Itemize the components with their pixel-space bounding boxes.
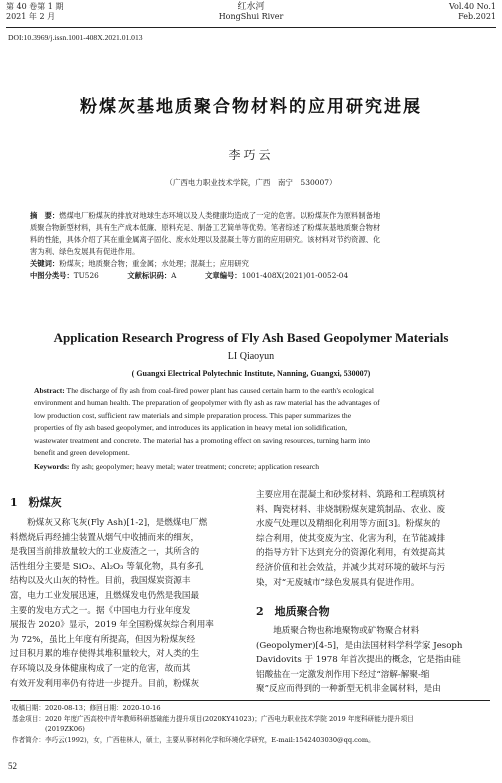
- body-line: 为 72%，虽比上年度有所提高，但因为粉煤灰经: [10, 634, 196, 645]
- footnote-funding: 基金项目：2020 年度广西高校中青年教师科研基础能力提升项目(2020KY41023)；广西电力职业技术学院 2019 年度科研能力提升项目: [12, 714, 414, 723]
- body-line: 富，电力工业发展迅速，且燃煤发电仍然是我国最: [10, 590, 200, 601]
- body-line: 染，对“无废城市”绿色发展具有促进作用。: [256, 577, 420, 588]
- classification-line: [30, 270, 478, 282]
- page-title-cn: 粉煤灰基地质聚合物材料的应用研究进展: [80, 97, 422, 117]
- footnote-author: 作者简介：李巧云(1992)，女，广西桂林人，硕士，主要从事材料化学和环境化学研究，E-mail:1542403030@qq.com。: [12, 735, 375, 744]
- body-line: 主要的发电方式之一。据《中国电力行业年度发: [10, 605, 191, 616]
- right-column-body: [256, 488, 492, 590]
- affiliation-en: ( Guangxi Electrical Polytechnic Institute, Nanning, Guangxi, 530007): [131, 369, 371, 378]
- section-1-body: [10, 516, 246, 691]
- page-title-en: Application Research Progress of Fly Ash Based Geopolymer Materials: [53, 330, 449, 345]
- footnote-funding-cont: (2019ZK06): [12, 725, 85, 733]
- doc-code-value: A: [171, 271, 177, 280]
- abstract-en-line: The discharge of fly ash from coal-fired power plant has caused certain harm to the earth's ecological: [64, 386, 374, 395]
- keywords-en: fly ash; geopolymer; heavy metal; water treatment; concrete; application research: [69, 462, 320, 472]
- body-line: 活性组分主要是 SiO₂、Al₂O₃ 等氧化物，具有多孔: [10, 561, 204, 572]
- volume-en: Vol.40 No.1: [449, 2, 496, 11]
- body-line: 展报告 2020》显示，2019 年全国粉煤灰综合利用率: [10, 620, 214, 631]
- header-center: [0, 2, 502, 22]
- body-line: 粉煤灰又称飞灰(Fly Ash)[1-2]，是燃煤电厂燃: [10, 518, 208, 528]
- author-en: LI Qiaoyun: [227, 351, 275, 362]
- abstract-en-line: low production cost, sufficient raw materials and simple preparation process. This paper summarizes the: [34, 410, 352, 420]
- abstract-cn-line: 质聚合物新型材料，具有生产成本低廉、原料充足、制备工艺简单等优势。笔者综述了粉煤灰基地质聚合物材: [30, 223, 381, 232]
- abstract-cn-line: 料的性能，具体介绍了其在重金属离子固化、废水处理以及混凝土等方面的应用研究。该材料对节约资源、化: [30, 235, 381, 244]
- abstract-en-line: environment and human health. The preparation of geopolymer with fly ash as raw material has the advantages of: [34, 398, 380, 408]
- date-cn: 2021 年 2 月: [6, 12, 56, 21]
- abstract-cn-line: 燃煤电厂粉煤灰的排放对地球生态环境以及人类健康均造成了一定的危害。以粉煤灰作为原料制备地: [59, 211, 381, 220]
- article-number-label: 文章编号：: [205, 271, 242, 280]
- clc-label: 中图分类号：: [30, 271, 74, 280]
- body-line: 结构以及火山灰的特性。目前，我国煤炭资源丰: [10, 576, 191, 587]
- footnote-rule: [10, 700, 490, 701]
- date-en: Feb.2021: [458, 12, 496, 21]
- body-line: Davidovits 于 1978 年首次提出的概念，它是指由硅: [256, 655, 461, 666]
- header-right: [449, 2, 496, 22]
- body-line: 综合利用，使其变废为宝、化害为利，在节能减排: [256, 533, 446, 544]
- body-line: 的指导方针下达到充分的资源化利用，有效提高其: [256, 548, 446, 559]
- section-2-body: [256, 624, 492, 697]
- journal-cn: 红水河: [237, 2, 265, 12]
- doi: DOI:10.3969/j.issn.1001-408X.2021.01.013: [8, 33, 143, 42]
- body-line: 经济价值和社会效益，并减少其对环境的破坏与污: [256, 562, 446, 573]
- abstract-en: [34, 385, 472, 474]
- keywords-en-label: Keywords:: [34, 462, 70, 472]
- footnotes: [12, 703, 492, 745]
- body-line: 料、陶瓷材料、非烧制粉煤灰建筑制品、农业、废: [256, 504, 446, 515]
- body-line: 存环境以及身体健康构成了一定的危害，故而其: [10, 663, 191, 674]
- clc-value: TU526: [73, 271, 99, 280]
- abstract-cn-line: 害为利、绿色发展具有促进作用。: [30, 247, 140, 256]
- keywords-cn-label: 关键词：: [30, 259, 60, 268]
- abstract-en-label: Abstract:: [34, 386, 65, 395]
- abstract-en-line: benefit and green development.: [34, 448, 130, 458]
- keywords-cn: 粉煤灰；地质聚合物；重金属；水处理；混凝土；应用研究: [59, 259, 249, 268]
- volume-cn: 第 40 卷第 1 期: [6, 2, 64, 11]
- body-line: 是我国当前排放量较大的工业废渣之一，其所含的: [10, 547, 200, 558]
- body-line: 有效开发利用率仍有待进一步提升。目前，粉煤灰: [10, 678, 200, 689]
- author-cn: 李巧云: [228, 148, 274, 162]
- abstract-cn: [30, 210, 478, 282]
- footnote-received: 收稿日期：2020-08-13；修回日期：2020-10-16: [12, 704, 161, 712]
- affiliation-cn: （广西电力职业技术学院，广西 南宁 530007）: [165, 178, 337, 187]
- page-number: 52: [8, 761, 17, 771]
- body-line: 铝酸盐在一定激发剂作用下经过“溶解-解聚-缩: [256, 669, 430, 680]
- body-line: 聚”反应而得到的一种新型无机非金属材料，是由: [256, 684, 441, 695]
- journal-en: HongShui River: [218, 12, 284, 21]
- body-line: 过目积月累的堆存使得其堆积量较大，对人类的生: [10, 649, 200, 660]
- body-line: 水废气处理以及精细化利用等方面[3]。粉煤灰的: [256, 519, 441, 530]
- abstract-en-line: properties of fly ash based geopolymer, and introduces its application in heavy metal ion solidification,: [34, 423, 348, 433]
- section-2-heading: 2 地质聚合物: [256, 605, 330, 618]
- body-line: 主要应用在混凝土和砂浆材料、筑路和工程填筑材: [256, 490, 446, 500]
- abstract-cn-label: 摘 要：: [30, 211, 60, 220]
- body-line: 地质聚合物也称地聚物或矿物聚合材料: [256, 626, 420, 636]
- header-rule: [6, 27, 496, 28]
- abstract-en-line: wastewater treatment and concrete. The material has a promoting effect on saving resources, turning harm into: [34, 435, 371, 445]
- section-1-heading: 1 粉煤灰: [10, 496, 62, 509]
- article-number-value: 1001-408X(2021)01-0052-04: [241, 271, 349, 280]
- body-line: (Geopolymer)[4-5]，是由法国材料学科学家 Jesoph: [256, 640, 463, 651]
- body-line: 料燃烧后再经捕尘装置从烟气中收捕而来的细灰，: [10, 532, 200, 543]
- doc-code-label: 文献标识码：: [127, 271, 172, 280]
